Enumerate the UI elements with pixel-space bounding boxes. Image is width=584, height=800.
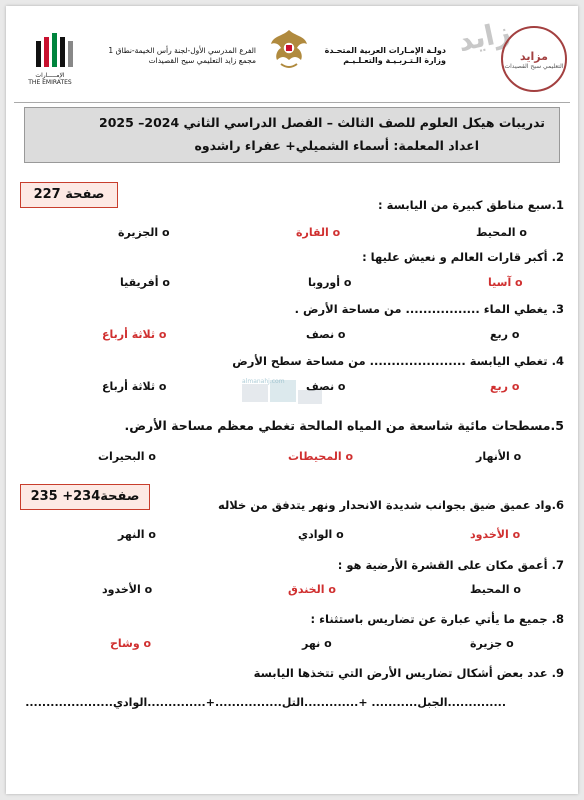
school-logo-sub: التعليمي سيح القصيدات — [504, 63, 564, 70]
question-5: 5.مسطحات مائية شاسعة من المياه المالحة تغطي معظم مساحة الأرض. — [124, 418, 564, 433]
uae-brand-caption — [20, 72, 80, 86]
q6-option-1[interactable]: o الأخدود — [470, 528, 521, 541]
question-8: 8. جميع ما يأتي عبارة عن تضاريس باستثناء : — [310, 612, 564, 626]
q1-option-2[interactable]: o القارة — [296, 226, 341, 239]
q5-option-1[interactable]: o الأنهار — [476, 450, 522, 463]
q7-option-1[interactable]: o المحيط — [470, 583, 521, 596]
q1-option-1[interactable]: o المحيط — [476, 226, 527, 239]
q1-option-3[interactable]: o الجزيرة — [118, 226, 170, 239]
question-4: 4. تغطي اليابسة ...................... من مساحة سطح الأرض — [232, 354, 564, 368]
uae-caption-ar: الإمـــــارات — [35, 72, 65, 79]
q7-option-3[interactable]: o الأخدود — [102, 583, 153, 596]
school-line-1: الفرع المدرسي الأول-لجنة رأس الخيمة-نطاق 1 — [108, 46, 256, 55]
header — [6, 6, 578, 102]
q4-option-1[interactable]: o ربع — [490, 380, 520, 393]
q5-option-3[interactable]: o البحيرات — [98, 450, 156, 463]
ministry-info — [318, 46, 446, 66]
watermark-site: almanahj.com — [242, 378, 285, 385]
q3-option-1[interactable]: o ربع — [490, 328, 520, 341]
question-7: 7. أعمق مكان على القشرة الأرضية هو : — [337, 558, 564, 572]
q3-option-2[interactable]: o نصف — [306, 328, 346, 341]
q7-option-2[interactable]: o الخندق — [288, 583, 336, 596]
worksheet-page — [6, 6, 578, 794]
page-tag-234-235: صفحة234+ 235 — [20, 484, 150, 510]
q8-option-2[interactable]: o نهر — [302, 637, 332, 650]
question-1: 1.سبع مناطق كبيرة من اليابسة : — [378, 198, 564, 212]
question-9: 9. عدد بعض أشكال تضاريس الأرض التي تتخذها اليابسة — [253, 666, 564, 680]
worksheet-title: تدريبات هيكل العلوم للصف الثالث – الفصل الدراسي الثاني 2024– 2025 — [99, 115, 545, 130]
uae-brand-logo — [20, 28, 80, 78]
teacher-credit: اعداد المعلمة: أسماء الشميلي+ عفراء راشدوه — [194, 138, 479, 153]
q2-option-3[interactable]: o أفريقيا — [120, 276, 170, 289]
zayed-watermark: زايد — [455, 14, 514, 59]
q3-option-3[interactable]: o ثلاثة أرباع — [102, 328, 167, 341]
q6-option-3[interactable]: o النهر — [118, 528, 156, 541]
school-logo-main: مزايد — [520, 50, 548, 63]
q2-option-2[interactable]: o أوروبا — [308, 276, 352, 289]
uae-emblem-icon — [269, 26, 309, 72]
q8-option-3[interactable]: o وشاح — [110, 637, 152, 650]
q2-option-1[interactable]: o آسيا — [488, 276, 523, 289]
question-3: 3. يغطي الماء ................. من مساحة الأرض . — [294, 302, 564, 316]
ministry-line-2: وزارة الـتـربـيـة والتعـلـيـم — [343, 56, 446, 65]
q8-option-1[interactable]: o جزيرة — [470, 637, 514, 650]
school-line-2: مجمع زايد التعليمي سيح القصيدات — [148, 56, 256, 65]
header-divider — [14, 102, 570, 103]
q5-option-2[interactable]: o المحيطات — [288, 450, 353, 463]
page-tag-227: صفحة 227 — [20, 182, 118, 208]
q4-option-2[interactable]: o نصف — [306, 380, 346, 393]
ministry-line-1: دولـة الإمـارات العربية المتحـدة — [324, 46, 446, 55]
title-banner — [24, 107, 560, 163]
q6-option-2[interactable]: o الوادي — [298, 528, 344, 541]
uae-caption-en: THE EMIRATES — [28, 79, 72, 86]
q4-option-3[interactable]: o ثلاثة أرباع — [102, 380, 167, 393]
question-6: 6.واد عميق ضيق بجوانب شديدة الانحدار ونهر يتدفق من خلاله — [217, 498, 564, 512]
school-info — [106, 46, 256, 66]
question-2: 2. أكبر قارات العالم و نعيش عليها : — [362, 250, 564, 264]
school-logo — [501, 26, 567, 92]
q9-answer-line[interactable]: ..............الجبل........... +.............التل................+..............الوادي..................... — [25, 696, 506, 709]
